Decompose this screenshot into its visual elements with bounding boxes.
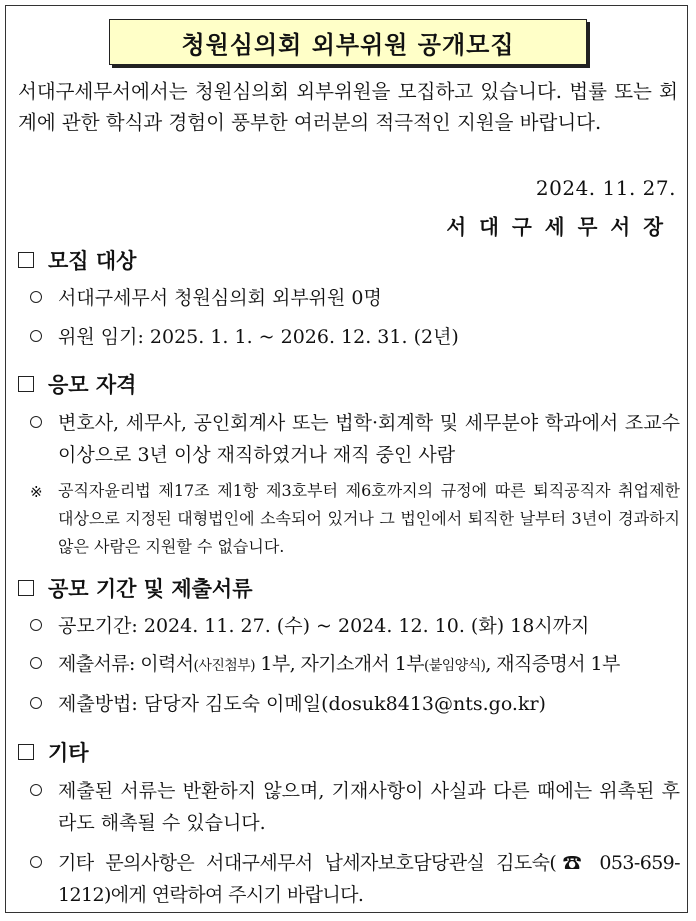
section-heading-other — [18, 737, 89, 767]
list-item-documents — [30, 648, 680, 682]
list-item — [30, 688, 680, 720]
square-bullet-icon — [18, 744, 34, 760]
issuer-name: 서대구세무서장 — [446, 215, 676, 239]
eligibility-note — [30, 477, 680, 561]
circle-bullet-icon — [30, 619, 42, 631]
list-item-text: 공모기간: 2024. 11. 27. (수) ~ 2024. 12. 10. (화) 18시까지 — [58, 615, 590, 637]
circle-bullet-icon — [30, 856, 42, 868]
circle-bullet-icon — [30, 697, 42, 709]
circle-bullet-icon — [30, 657, 42, 669]
intro-paragraph: 서대구세무서에서는 청원심의회 외부위원을 모집하고 있습니다. 법률 또는 회계에 관한 학식과 경험이 풍부한 여러분의 적극적인 지원을 바랍니다. — [18, 80, 678, 134]
list-item-text: 제출방법: 담당자 김도숙 이메일(dosuk8413@nts.go.kr) — [58, 693, 546, 715]
list-item-text: 위원 임기: 2025. 1. 1. ~ 2026. 12. 31. (2년) — [58, 326, 459, 348]
section-heading-eligibility — [18, 369, 136, 399]
section-heading-text: 응모 자격 — [48, 373, 137, 397]
square-bullet-icon — [18, 376, 34, 392]
docs-photo-note: (사진첨부) — [193, 658, 255, 674]
docs-part2: , 재직증명서 1부 — [485, 653, 620, 675]
circle-bullet-icon — [30, 784, 42, 796]
section-heading-text: 모집 대상 — [48, 249, 137, 273]
list-item-text: 변호사, 세무사, 공인회계사 또는 법학·회계학 및 세무분야 학과에서 조교수 이상으로 3년 이상 재직하였거나 재직 중인 사람 — [58, 412, 680, 466]
list-item — [30, 321, 680, 353]
docs-label: 제출서류: 이력서 — [58, 653, 194, 675]
page-title: 청원심의회 외부위원 공개모집 — [109, 19, 587, 65]
list-item — [30, 610, 680, 642]
list-item-text — [58, 648, 680, 682]
list-item — [30, 407, 680, 471]
square-bullet-icon — [18, 580, 34, 596]
section-heading-text: 공모 기간 및 제출서류 — [48, 577, 253, 601]
note-mark: ※ — [30, 483, 43, 501]
circle-bullet-icon — [30, 416, 42, 428]
list-item-text: 서대구세무서 청원심의회 외부위원 0명 — [58, 287, 382, 309]
circle-bullet-icon — [30, 330, 42, 342]
notice-date: 2024. 11. 27. — [535, 176, 676, 200]
docs-part1: 1부, 자기소개서 1부 — [254, 653, 424, 675]
section-heading-period-and-documents — [18, 573, 253, 603]
circle-bullet-icon — [30, 291, 42, 303]
docs-form-note: (붙임양식) — [423, 658, 486, 674]
section-heading-recruitment-target — [18, 245, 136, 275]
list-item — [30, 282, 680, 314]
list-item — [30, 847, 680, 911]
section-heading-text: 기타 — [48, 741, 89, 765]
list-item-text: 제출된 서류는 반환하지 않으며, 기재사항이 사실과 다른 때에는 위촉된 후라도 해촉될 수 있습니다. — [58, 780, 680, 834]
list-item-text: 기타 문의사항은 서대구세무서 납세자보호담당관실 김도숙(☎ 053-659-1212)에게 연락하여 주시기 바랍니다. — [58, 852, 680, 906]
list-item — [30, 775, 680, 839]
note-text: 공직자윤리법 제17조 제1항 제3호부터 제6호까지의 규정에 따른 퇴직공직자 취업제한 대상으로 지정된 대형법인에 소속되어 있거나 그 법인에서 퇴직한 날부터 3년이 경과하지 않은 사람은 지원할 수 없습니다. — [58, 481, 680, 556]
square-bullet-icon — [18, 252, 34, 268]
